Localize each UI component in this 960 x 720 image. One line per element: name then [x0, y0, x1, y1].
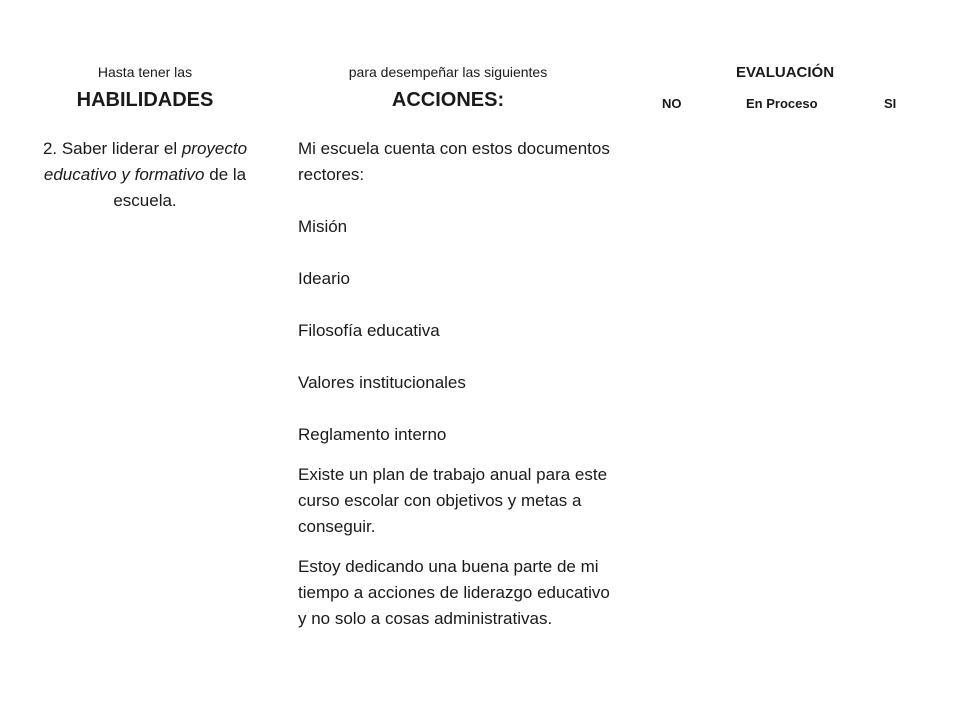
- accion-item-filosofia: Filosofía educativa: [298, 321, 440, 340]
- habilidad-item-italic: proyecto educativo y formativo: [43, 139, 248, 184]
- accion-item-mision: Misión: [298, 217, 348, 236]
- acciones-title: ACCIONES:: [391, 89, 505, 111]
- acciones-pre-label: para desempeñar las siguientes: [348, 64, 548, 80]
- accion-item-ideario: Ideario: [298, 269, 350, 288]
- habilidad-item-prefix: 2. Saber liderar el: [42, 139, 182, 158]
- evaluacion-title: EVALUACIÓN: [735, 64, 835, 81]
- accion-item-reglamento: Reglamento interno: [298, 425, 447, 444]
- habilidad-item: [30, 136, 260, 214]
- accion-item-valores: Valores institucionales: [298, 373, 466, 392]
- habilidades-pre-label: Hasta tener las: [97, 64, 193, 80]
- evaluacion-option-no: NO: [662, 96, 682, 111]
- habilidad-item-suffix: de la escuela.: [113, 165, 247, 210]
- accion-item-liderazgo: Estoy dedicando una buena parte de mi tiempo a acciones de liderazgo educativo y no solo a cosas administrativas.: [298, 557, 610, 628]
- accion-item-plan-anual: Existe un plan de trabajo anual para este curso escolar con objetivos y metas a conseguir.: [298, 465, 608, 536]
- acciones-list: [298, 136, 623, 632]
- habilidades-title: HABILIDADES: [76, 89, 214, 111]
- evaluacion-option-si: SI: [884, 96, 897, 111]
- evaluacion-option-en-proceso: En Proceso: [746, 96, 818, 111]
- accion-item-documentos: Mi escuela cuenta con estos documentos rectores:: [298, 139, 610, 184]
